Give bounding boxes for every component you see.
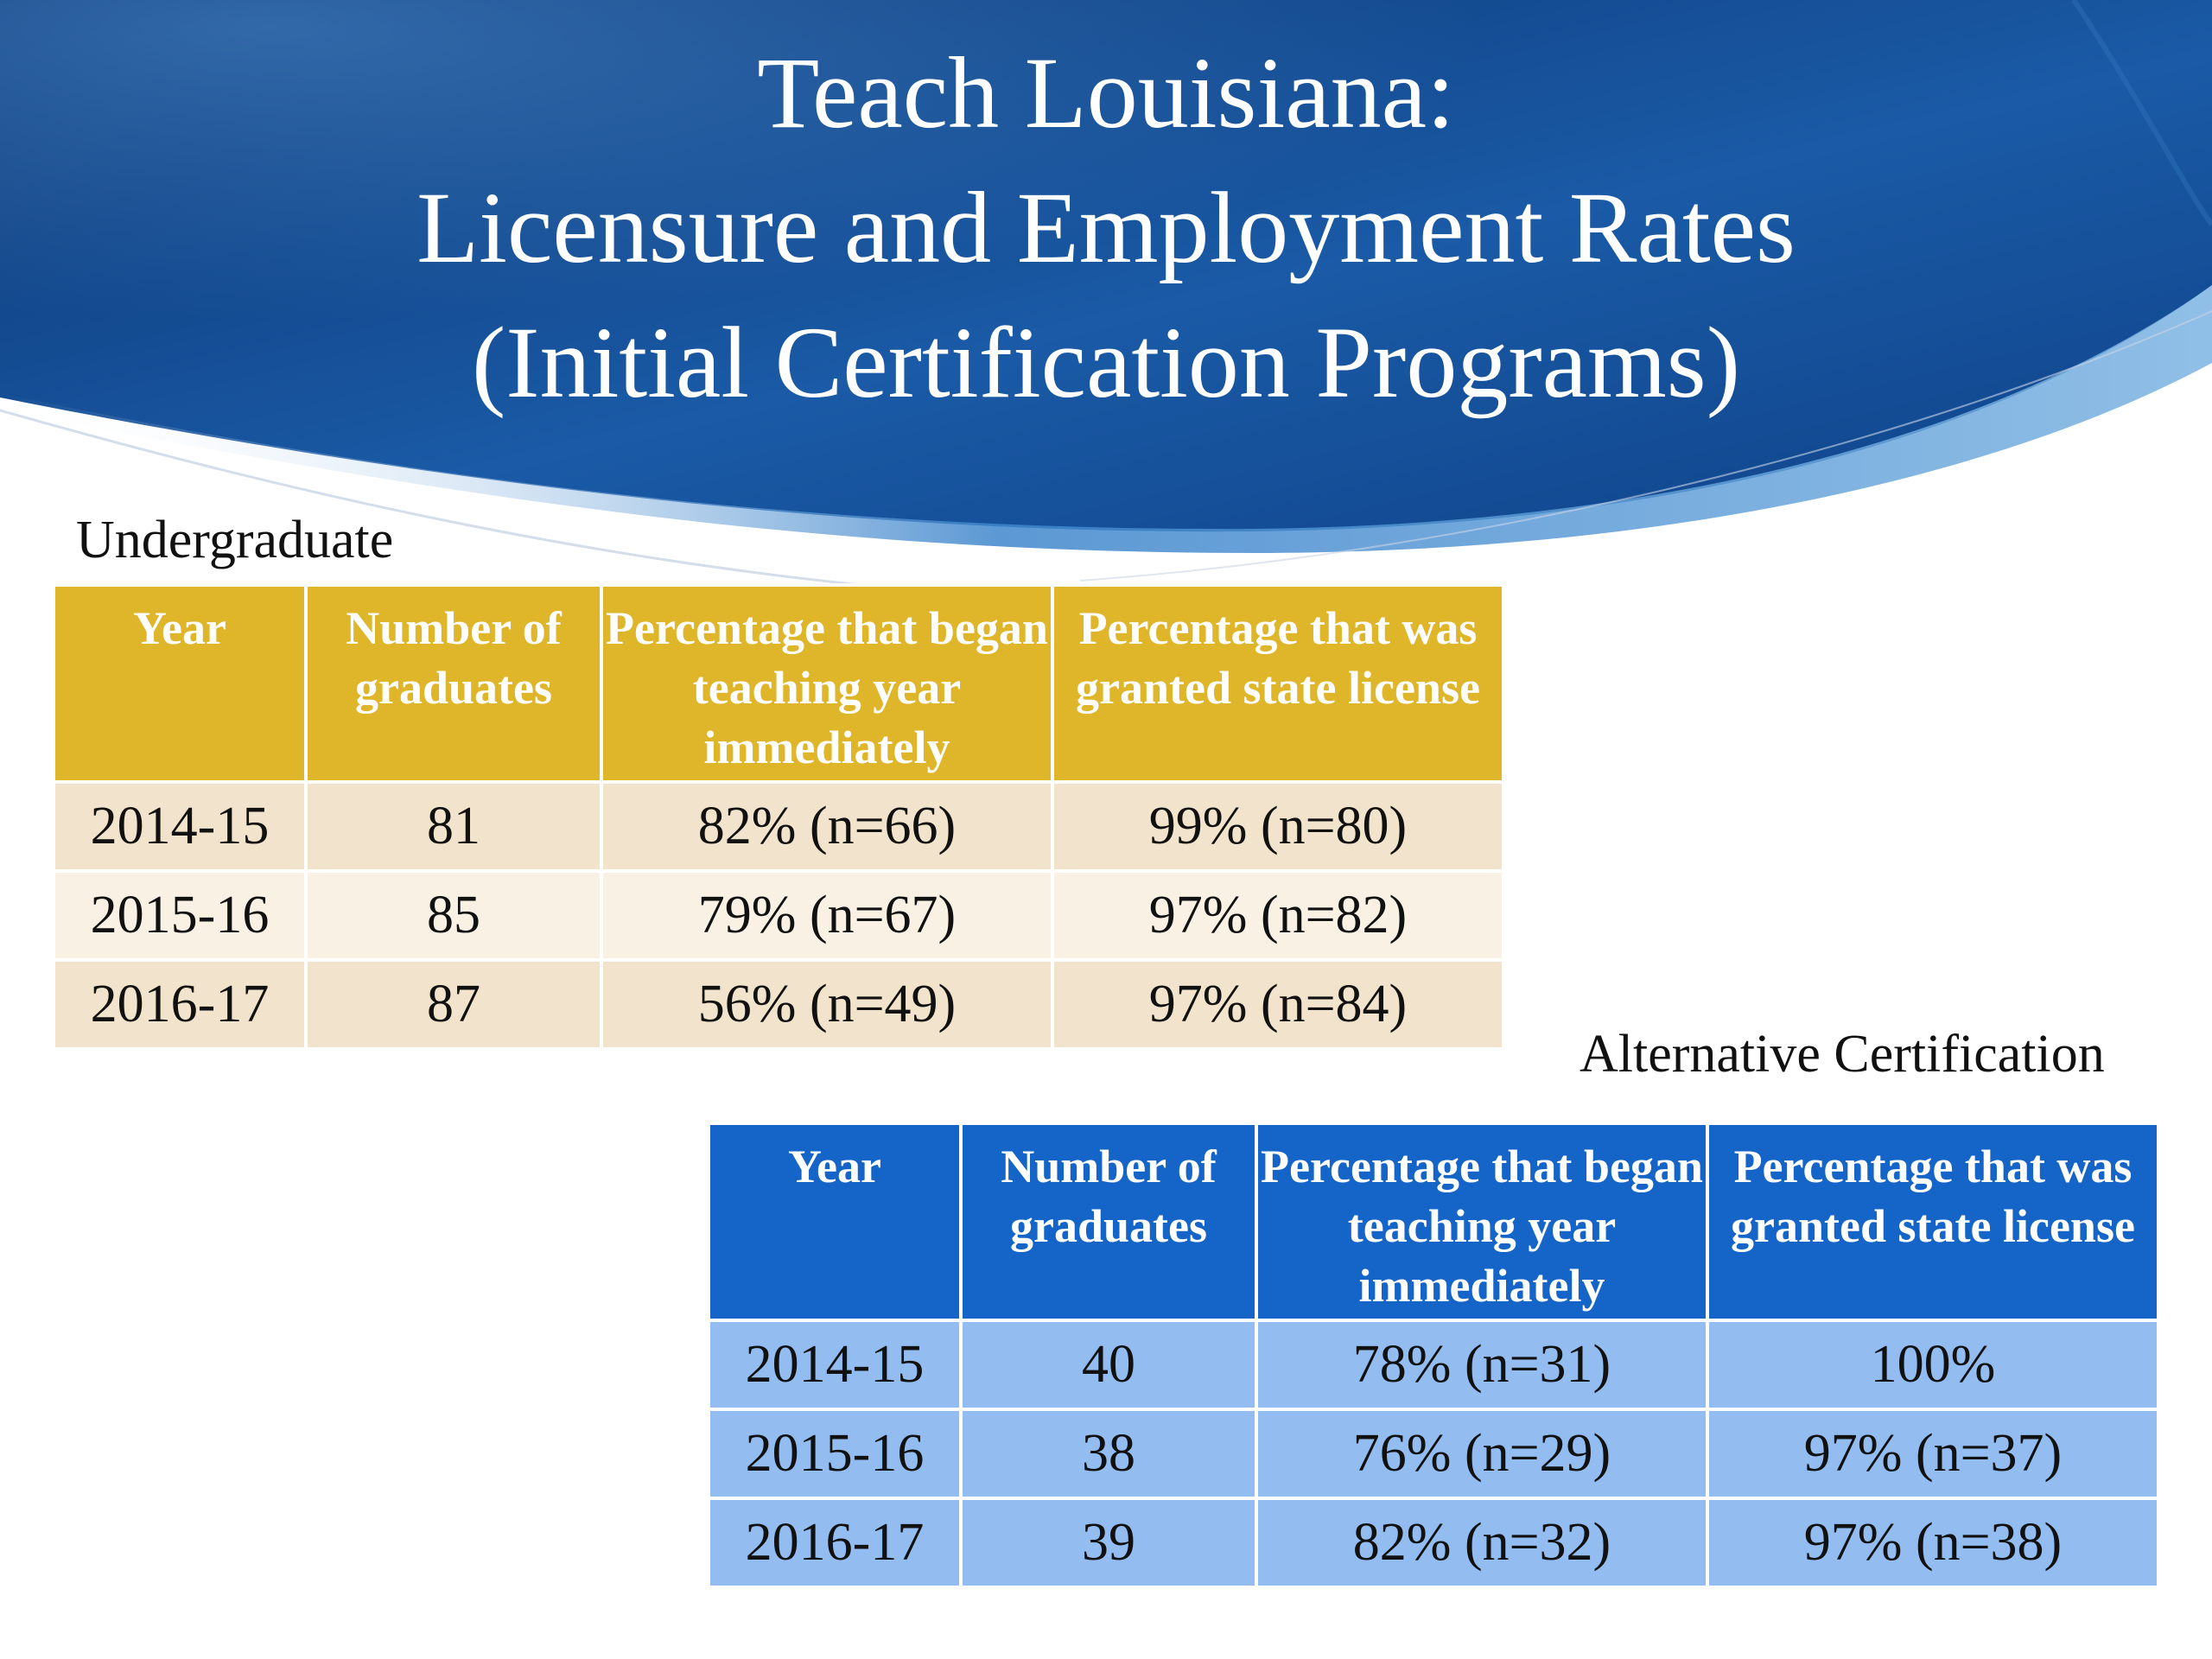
license-cell: 97% (n=82) — [1052, 871, 1503, 960]
title-line-3: (Initial Certification Programs) — [471, 306, 1741, 419]
header-began-teaching: Percentage that began teaching year immediately — [1256, 1123, 1707, 1320]
teaching-cell: 56% (n=49) — [601, 960, 1052, 1049]
table-row — [709, 1409, 2158, 1498]
teaching-cell: 78% (n=31) — [1256, 1320, 1707, 1409]
title-line-2: Licensure and Employment Rates — [416, 171, 1796, 284]
header-granted-license: Percentage that was granted state license — [1052, 585, 1503, 782]
graduates-cell: 85 — [306, 871, 601, 960]
header-year: Year — [709, 1123, 961, 1320]
teaching-cell: 82% (n=66) — [601, 782, 1052, 871]
slide-title — [0, 26, 2212, 430]
table-row — [709, 1498, 2158, 1587]
table-row — [54, 871, 1503, 960]
alternative-certification-table — [707, 1122, 2160, 1589]
license-cell: 100% — [1707, 1320, 2158, 1409]
year-cell: 2015-16 — [709, 1409, 961, 1498]
year-cell: 2016-17 — [709, 1498, 961, 1587]
table-header-row — [54, 585, 1503, 782]
header-number-of-graduates: Number of graduates — [961, 1123, 1256, 1320]
graduates-cell: 87 — [306, 960, 601, 1049]
graduates-cell: 39 — [961, 1498, 1256, 1587]
year-cell: 2015-16 — [54, 871, 306, 960]
alternative-certification-label: Alternative Certification — [1580, 1025, 2105, 1084]
header-granted-license: Percentage that was granted state license — [1707, 1123, 2158, 1320]
header-began-teaching: Percentage that began teaching year immediately — [601, 585, 1052, 782]
license-cell: 99% (n=80) — [1052, 782, 1503, 871]
teaching-cell: 79% (n=67) — [601, 871, 1052, 960]
teaching-cell: 82% (n=32) — [1256, 1498, 1707, 1587]
table-row — [709, 1320, 2158, 1409]
table-row — [54, 960, 1503, 1049]
header-number-of-graduates: Number of graduates — [306, 585, 601, 782]
graduates-cell: 38 — [961, 1409, 1256, 1498]
table-header-row — [709, 1123, 2158, 1320]
table-row — [54, 782, 1503, 871]
undergraduate-table — [52, 583, 1505, 1051]
license-cell: 97% (n=38) — [1707, 1498, 2158, 1587]
year-cell: 2014-15 — [709, 1320, 961, 1409]
graduates-cell: 40 — [961, 1320, 1256, 1409]
license-cell: 97% (n=84) — [1052, 960, 1503, 1049]
license-cell: 97% (n=37) — [1707, 1409, 2158, 1498]
graduates-cell: 81 — [306, 782, 601, 871]
year-cell: 2016-17 — [54, 960, 306, 1049]
undergraduate-label: Undergraduate — [76, 511, 394, 569]
teaching-cell: 76% (n=29) — [1256, 1409, 1707, 1498]
title-line-1: Teach Louisiana: — [757, 36, 1455, 149]
year-cell: 2014-15 — [54, 782, 306, 871]
header-year: Year — [54, 585, 306, 782]
